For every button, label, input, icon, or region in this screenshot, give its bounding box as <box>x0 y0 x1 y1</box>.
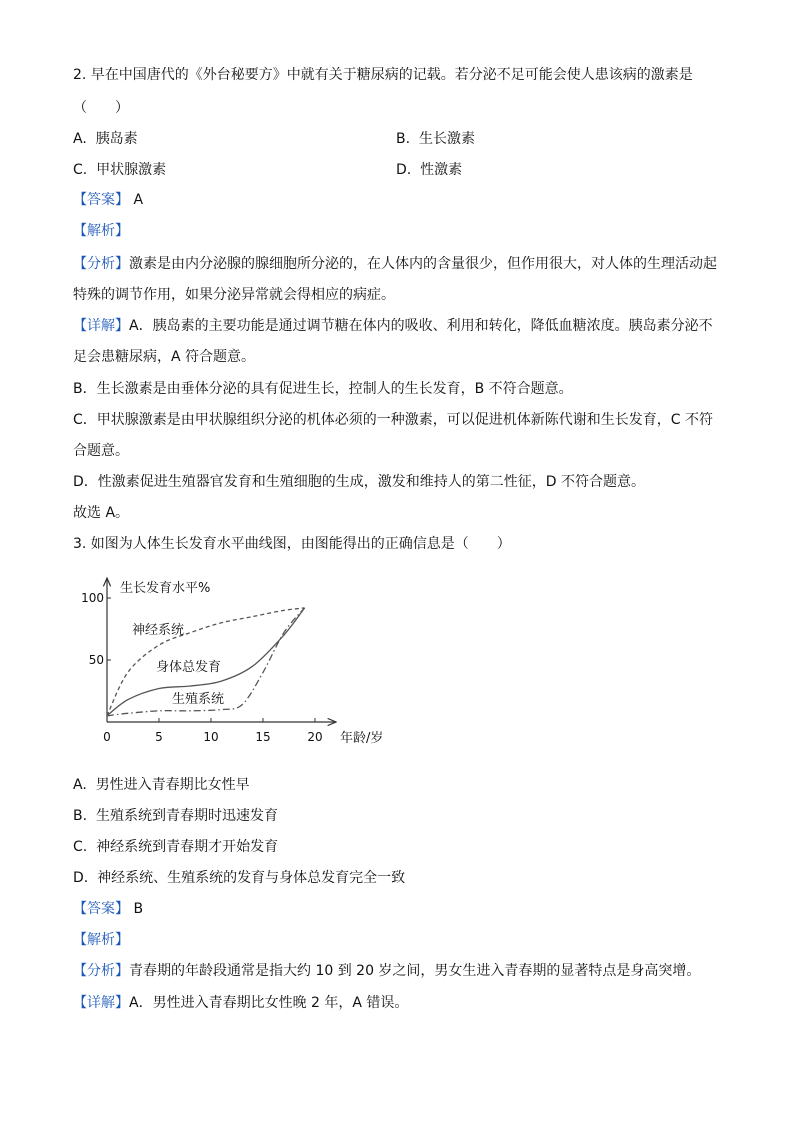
option-label: D. <box>73 870 89 886</box>
x-tick-label: 20 <box>307 730 323 744</box>
q2-conclusion: 故选 A。 <box>73 505 130 521</box>
xiangjie-text: A．胰岛素的主要功能是通过调节糖在体内的吸收、利用和转化，降低血糖浓度。胰岛素分泌不 <box>129 318 713 334</box>
series-label: 身体总发育 <box>156 660 222 675</box>
option-text: 胰岛素 <box>95 131 138 147</box>
option-label: C. <box>73 162 88 178</box>
option-label: C. <box>73 839 88 855</box>
q2-fenxi-line2: 特殊的调节作用，如果分泌异常就会得相应的病症。 <box>73 287 395 303</box>
answer-tag: 【答案】 <box>73 901 129 917</box>
q2-fenxi-line1 <box>73 254 717 274</box>
option-text: 性激素 <box>420 162 463 178</box>
fenxi-text: 激素是由内分泌腺的腺细胞所分泌的，在人体内的含量很少，但作用很大，对人体的生理活动起 <box>129 256 717 272</box>
option-text: 生长激素 <box>418 131 475 147</box>
option-text: 男性进入青春期比女性早 <box>95 777 250 793</box>
q2-xiangjie-b: B．生长激素是由垂体分泌的具有促进生长，控制人的生长发育，B 不符合题意。 <box>73 381 573 397</box>
answer-tag: 【答案】 <box>73 192 129 208</box>
answer-value: A <box>133 192 144 208</box>
q2-xiangjie-a1 <box>73 316 713 336</box>
option-label: D. <box>396 162 412 178</box>
x-axis-label: 年龄/岁 <box>340 731 384 746</box>
xiangjie-tag: 【详解】 <box>73 995 129 1011</box>
q2-xiangjie-c1: C．甲状腺激素是由甲状腺组织分泌的机体必须的一种激素，可以促进机体新陈代谢和生长发育，C 不符 <box>73 412 713 428</box>
option-text: 神经系统到青春期才开始发育 <box>96 839 279 855</box>
series-label: 生殖系统 <box>172 692 225 707</box>
x-tick-label: 15 <box>255 730 271 744</box>
xiangjie-tag: 【详解】 <box>73 318 129 334</box>
y-tick-label: 50 <box>88 653 104 667</box>
q3-xiangjie-a <box>73 993 408 1013</box>
q2-option-b <box>396 129 475 149</box>
fenxi-text: 青春期的年龄段通常是指大约 10 到 20 岁之间，男女生进入青春期的显著特点是身高突增。 <box>129 963 701 979</box>
option-label: B. <box>73 808 88 824</box>
growth-chart <box>81 572 398 752</box>
q3-fenxi <box>73 961 700 981</box>
q3-option-a <box>73 775 250 795</box>
q3-analysis-tag: 【解析】 <box>73 932 129 948</box>
q3-stem: 3. 如图为人体生长发育水平曲线图，由图能得出的正确信息是（ ） <box>73 536 511 552</box>
option-label: A. <box>73 777 87 793</box>
q3-option-b <box>73 806 278 826</box>
q2-option-a <box>73 129 138 149</box>
option-label: B. <box>396 131 411 147</box>
xiangjie-text: A．男性进入青春期比女性晚 2 年，A 错误。 <box>129 995 409 1011</box>
q3-option-d <box>73 868 405 888</box>
q2-option-c <box>73 160 166 180</box>
fenxi-tag: 【分析】 <box>73 256 129 272</box>
option-text: 神经系统、生殖系统的发育与身体总发育完全一致 <box>97 870 406 886</box>
option-text: 甲状腺激素 <box>96 162 167 178</box>
q2-answer <box>73 190 143 210</box>
y-tick-label: 100 <box>81 591 104 605</box>
q2-option-d <box>396 160 462 180</box>
series-label: 神经系统 <box>132 623 185 638</box>
y-axis-label: 生长发育水平% <box>120 581 211 596</box>
q2-xiangjie-d: D．性激素促进生殖器官发育和生殖细胞的生成，激发和维持人的第二性征，D 不符合题意。 <box>73 474 646 490</box>
option-label: A. <box>73 131 87 147</box>
q2-stem-line2: （ ） <box>73 100 129 116</box>
answer-value: B <box>133 901 144 917</box>
x-tick-label: 5 <box>155 730 163 744</box>
q2-analysis-tag: 【解析】 <box>73 223 129 239</box>
q3-option-c <box>73 837 278 857</box>
x-tick-label: 10 <box>203 730 219 744</box>
q3-answer <box>73 899 143 919</box>
fenxi-tag: 【分析】 <box>73 963 129 979</box>
option-text: 生殖系统到青春期时迅速发育 <box>95 808 278 824</box>
q2-stem-line1: 2. 早在中国唐代的《外台秘要方》中就有关于糖尿病的记载。若分泌不足可能会使人患该病的激素是 <box>73 67 693 83</box>
q2-xiangjie-a2: 足会患糖尿病，A 符合题意。 <box>73 349 256 365</box>
q2-xiangjie-c2: 合题意。 <box>73 443 129 459</box>
x-tick-label: 0 <box>103 730 111 744</box>
